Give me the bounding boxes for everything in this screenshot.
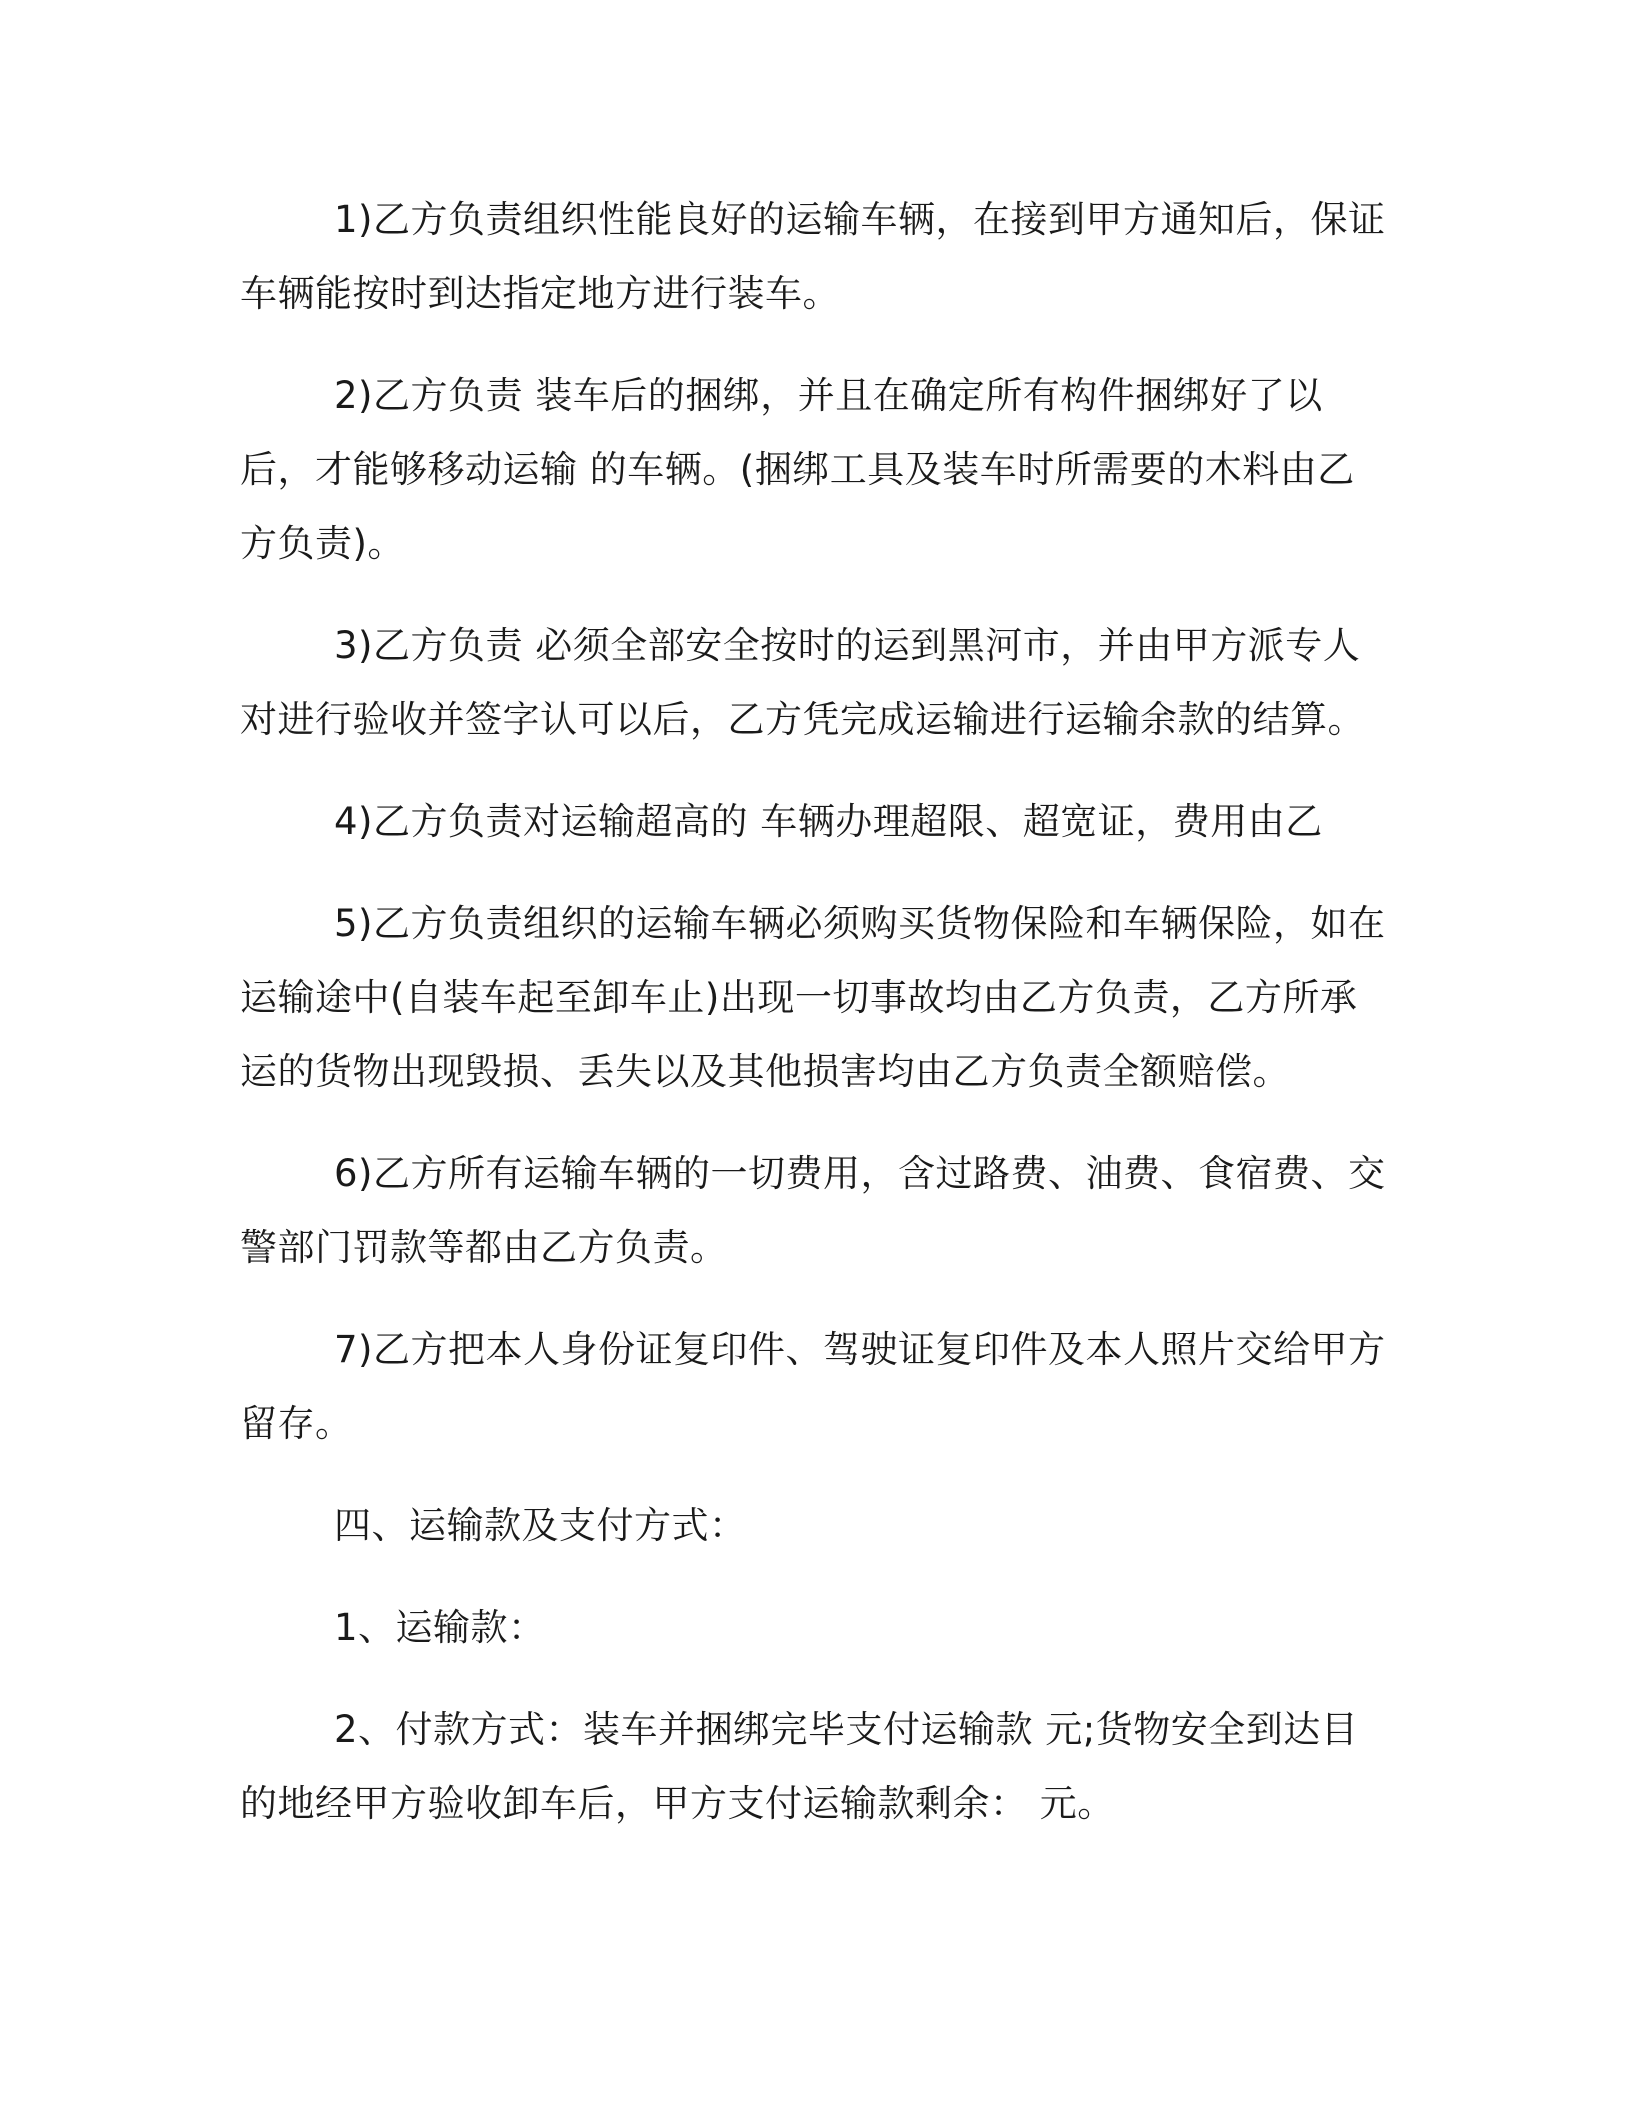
clause-4: 4)乙方负责对运输超高的 车辆办理超限、超宽证，费用由乙 xyxy=(334,800,1323,843)
clause-3: 3)乙方负责 必须全部安全按时的运到黑河市，并由甲方派专人对进行验收并签字认可以后，乙方凭完成运输进行运输余款的结算。 xyxy=(240,624,1365,741)
clause-1: 1)乙方负责组织性能良好的运输车辆，在接到甲方通知后，保证车辆能按时到达指定地方进行装车。 xyxy=(240,198,1386,315)
clause-2: 2)乙方负责 装车后的捆绑，并且在确定所有构件捆绑好了以后，才能够移动运输 的车辆。(捆绑工具及装车时所需要的木料由乙方负责)。 xyxy=(240,374,1355,565)
payment-item-2: 2、付款方式：装车并捆绑完毕支付运输款 元;货物安全到达目的地经甲方验收卸车后，甲方支付运输款剩余： 元。 xyxy=(240,1708,1359,1825)
section-heading-payment: 四、运输款及支付方式： xyxy=(334,1504,747,1547)
clause-6: 6)乙方所有运输车辆的一切费用，含过路费、油费、食宿费、交警部门罚款等都由乙方负责。 xyxy=(240,1152,1386,1269)
payment-item-1: 1、运输款： xyxy=(334,1606,546,1649)
document-body xyxy=(240,183,1390,1869)
clause-7: 7)乙方把本人身份证复印件、驾驶证复印件及本人照片交给甲方留存。 xyxy=(240,1328,1386,1445)
clause-5: 5)乙方负责组织的运输车辆必须购买货物保险和车辆保险，如在运输途中(自装车起至卸车止)出现一切事故均由乙方负责，乙方所承运的货物出现毁损、丢失以及其他损害均由乙方负责全额赔偿。 xyxy=(240,902,1386,1093)
